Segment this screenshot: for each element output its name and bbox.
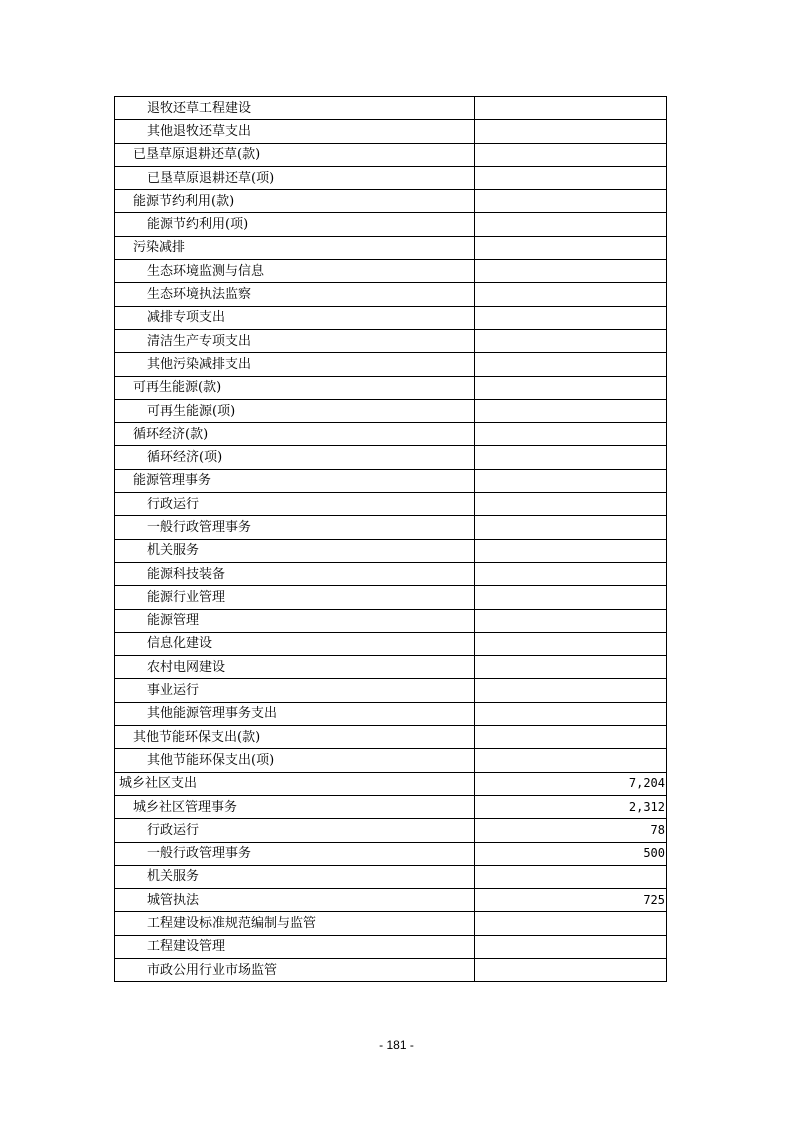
budget-table	[114, 96, 667, 982]
table-row	[115, 749, 667, 772]
budget-item-name: 能源科技装备	[115, 562, 475, 585]
table-row	[115, 97, 667, 120]
table-row	[115, 819, 667, 842]
table-row	[115, 842, 667, 865]
budget-item-amount	[475, 446, 667, 469]
budget-item-amount	[475, 539, 667, 562]
budget-item-amount	[475, 166, 667, 189]
budget-item-amount	[475, 190, 667, 213]
budget-item-amount	[475, 143, 667, 166]
budget-item-name: 能源管理事务	[115, 469, 475, 492]
budget-item-name: 能源行业管理	[115, 586, 475, 609]
budget-item-name: 生态环境监测与信息	[115, 260, 475, 283]
budget-item-name: 能源节约利用(款)	[115, 190, 475, 213]
budget-item-amount: 2,312	[475, 795, 667, 818]
budget-item-amount	[475, 912, 667, 935]
budget-item-amount: 500	[475, 842, 667, 865]
budget-item-amount	[475, 935, 667, 958]
budget-item-name: 能源节约利用(项)	[115, 213, 475, 236]
budget-item-amount	[475, 702, 667, 725]
table-row	[115, 632, 667, 655]
table-row	[115, 562, 667, 585]
budget-item-amount	[475, 586, 667, 609]
budget-item-amount	[475, 236, 667, 259]
budget-item-amount	[475, 679, 667, 702]
table-row	[115, 656, 667, 679]
budget-item-name: 其他污染减排支出	[115, 353, 475, 376]
table-row	[115, 446, 667, 469]
budget-item-name: 农村电网建设	[115, 656, 475, 679]
table-row	[115, 935, 667, 958]
table-row	[115, 143, 667, 166]
budget-item-name: 机关服务	[115, 865, 475, 888]
budget-item-amount	[475, 469, 667, 492]
budget-item-name: 其他退牧还草支出	[115, 120, 475, 143]
table-row	[115, 726, 667, 749]
budget-item-amount	[475, 306, 667, 329]
budget-item-name: 退牧还草工程建设	[115, 97, 475, 120]
budget-item-amount	[475, 329, 667, 352]
budget-item-name: 城管执法	[115, 889, 475, 912]
table-row	[115, 889, 667, 912]
table-row	[115, 260, 667, 283]
table-row	[115, 190, 667, 213]
table-row	[115, 493, 667, 516]
table-row	[115, 958, 667, 981]
budget-item-amount	[475, 562, 667, 585]
budget-item-name: 循环经济(款)	[115, 423, 475, 446]
table-row	[115, 469, 667, 492]
budget-item-name: 行政运行	[115, 819, 475, 842]
budget-item-name: 减排专项支出	[115, 306, 475, 329]
budget-item-amount	[475, 516, 667, 539]
budget-item-name: 市政公用行业市场监管	[115, 958, 475, 981]
table-row	[115, 772, 667, 795]
budget-item-name: 城乡社区管理事务	[115, 795, 475, 818]
table-row	[115, 679, 667, 702]
table-row	[115, 586, 667, 609]
budget-item-name: 机关服务	[115, 539, 475, 562]
budget-item-amount	[475, 609, 667, 632]
budget-item-name: 工程建设标准规范编制与监管	[115, 912, 475, 935]
budget-item-name: 行政运行	[115, 493, 475, 516]
budget-item-name: 其他节能环保支出(项)	[115, 749, 475, 772]
budget-item-amount	[475, 260, 667, 283]
budget-item-name: 已垦草原退耕还草(项)	[115, 166, 475, 189]
budget-item-name: 已垦草原退耕还草(款)	[115, 143, 475, 166]
budget-item-amount	[475, 97, 667, 120]
table-row	[115, 912, 667, 935]
table-row	[115, 329, 667, 352]
table-row	[115, 213, 667, 236]
budget-item-name: 信息化建设	[115, 632, 475, 655]
table-row	[115, 516, 667, 539]
table-row	[115, 399, 667, 422]
budget-item-name: 城乡社区支出	[115, 772, 475, 795]
budget-item-amount: 725	[475, 889, 667, 912]
budget-item-amount: 78	[475, 819, 667, 842]
budget-item-amount	[475, 656, 667, 679]
table-row	[115, 120, 667, 143]
budget-item-name: 清洁生产专项支出	[115, 329, 475, 352]
table-row	[115, 423, 667, 446]
budget-item-name: 工程建设管理	[115, 935, 475, 958]
table-row	[115, 376, 667, 399]
budget-item-name: 其他节能环保支出(款)	[115, 726, 475, 749]
budget-item-amount	[475, 120, 667, 143]
budget-item-amount	[475, 865, 667, 888]
budget-item-name: 其他能源管理事务支出	[115, 702, 475, 725]
table-row	[115, 353, 667, 376]
budget-item-amount	[475, 958, 667, 981]
budget-item-name: 能源管理	[115, 609, 475, 632]
budget-table-body	[115, 97, 667, 982]
budget-item-amount	[475, 726, 667, 749]
budget-item-amount	[475, 493, 667, 516]
table-row	[115, 609, 667, 632]
budget-item-name: 可再生能源(项)	[115, 399, 475, 422]
budget-item-amount	[475, 399, 667, 422]
table-row	[115, 283, 667, 306]
budget-item-amount	[475, 423, 667, 446]
budget-item-amount	[475, 632, 667, 655]
table-row	[115, 795, 667, 818]
table-row	[115, 236, 667, 259]
table-row	[115, 166, 667, 189]
budget-item-amount	[475, 213, 667, 236]
budget-item-name: 一般行政管理事务	[115, 516, 475, 539]
budget-item-amount: 7,204	[475, 772, 667, 795]
budget-item-name: 循环经济(项)	[115, 446, 475, 469]
page-number: - 181 -	[379, 1038, 414, 1052]
budget-item-name: 可再生能源(款)	[115, 376, 475, 399]
budget-item-amount	[475, 283, 667, 306]
table-row	[115, 539, 667, 562]
budget-item-name: 一般行政管理事务	[115, 842, 475, 865]
table-row	[115, 865, 667, 888]
budget-item-amount	[475, 749, 667, 772]
table-row	[115, 702, 667, 725]
budget-item-name: 生态环境执法监察	[115, 283, 475, 306]
budget-item-amount	[475, 376, 667, 399]
table-row	[115, 306, 667, 329]
budget-item-name: 污染减排	[115, 236, 475, 259]
budget-item-amount	[475, 353, 667, 376]
budget-item-name: 事业运行	[115, 679, 475, 702]
